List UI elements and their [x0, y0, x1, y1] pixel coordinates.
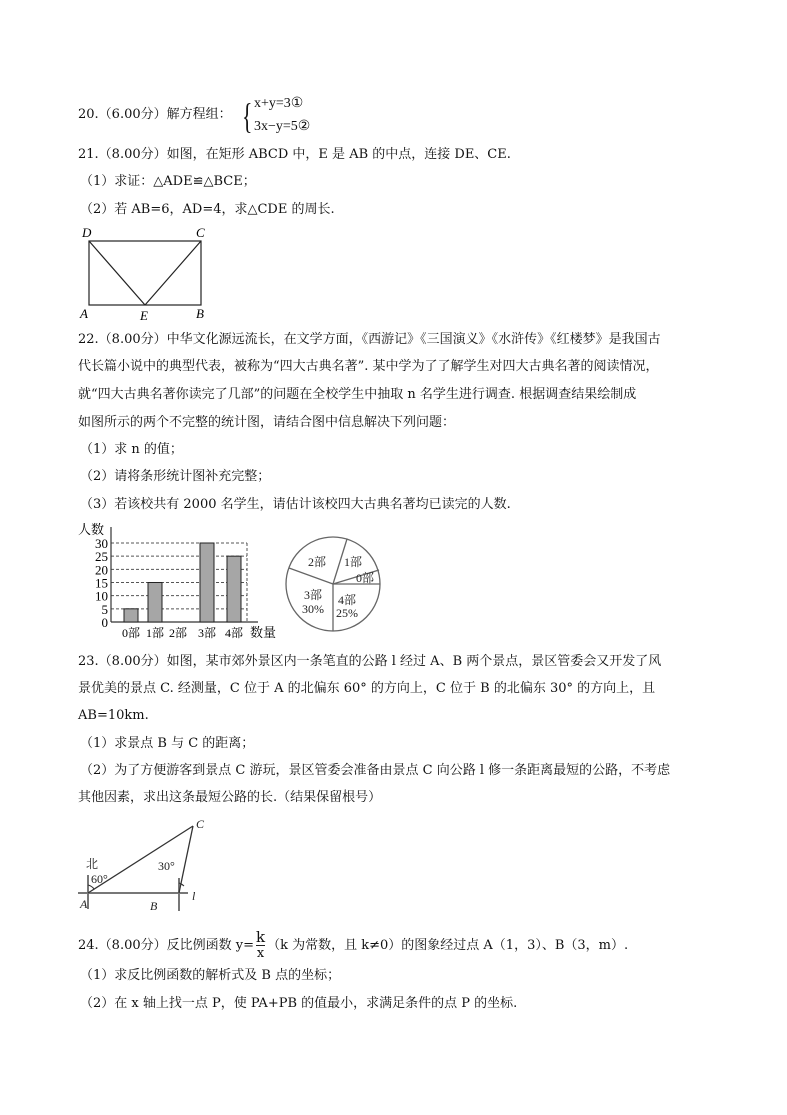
label-A2: A	[80, 897, 88, 911]
label-A: A	[80, 306, 88, 321]
fraction-numerator: k	[256, 928, 266, 946]
y-tick-label: 30	[95, 536, 108, 551]
y-tick-label: 25	[95, 549, 108, 565]
q20-text: 20.（6.00分）解方程组：	[78, 107, 232, 122]
q21-part2: （2）若 AB=6，AD=4，求△CDE 的周长.	[80, 202, 335, 217]
label-l: l	[192, 889, 196, 903]
bar	[200, 543, 214, 622]
y-axis-label: 人数	[78, 522, 105, 537]
pie-label-4: 4部	[338, 593, 357, 607]
pie-label-2: 2部	[308, 555, 327, 569]
bar	[227, 556, 241, 622]
q22-part1: （1）求 n 的值；	[80, 442, 183, 457]
label-60: 60°	[91, 872, 108, 886]
x-axis-label: 数量	[250, 625, 277, 640]
bar	[124, 609, 138, 622]
label-D: D	[82, 225, 92, 240]
label-B: B	[196, 306, 204, 321]
q22-line3: 就“四大古典名著你读完了几部”的问题在全校学生中抽取 n 名学生进行调查. 根据调查结果绘制成	[78, 387, 637, 402]
q20-eq2: 3x−y=5②	[254, 119, 311, 134]
pie-label-3: 3部	[304, 588, 323, 602]
pie-label-1: 1部	[344, 555, 363, 569]
q21-part1: （1）求证：△ADE≌△BCE；	[80, 174, 256, 189]
x-tick-label: 3部	[197, 626, 217, 640]
bar-chart	[78, 522, 276, 640]
y-tick-label: 20	[95, 562, 108, 578]
y-tick-label: 0	[101, 615, 108, 630]
q23-part2-cont: 其他因素，求出这条最短公路的长.（结果保留根号）	[78, 790, 382, 805]
q22-line4: 如图所示的两个不完整的统计图，请结合图中信息解决下列问题：	[78, 415, 456, 430]
fraction	[256, 930, 265, 961]
x-tick-label: 0部	[121, 626, 141, 640]
q22-part3: （3）若该校共有 2000 名学生，请估计该校四大古典名著均已读完的人数.	[80, 497, 511, 512]
x-tick-label: 4部	[224, 626, 244, 640]
q24-post: （k 为常数，且 k≠0）的图象经过点 A（1，3）、B（3，m）.	[267, 938, 629, 953]
label-B2: B	[150, 899, 158, 913]
equation-brace: {	[242, 96, 253, 136]
q23-part2: （2）为了方便游客到景点 C 游玩，景区管委会准备由景点 C 向公路 l 修一条距离最短的公路，不考虑	[80, 763, 671, 778]
label-30: 30°	[158, 859, 175, 873]
q22-line2: 代长篇小说中的典型代表，被称为“四大古典名著”. 某中学为了了解学生对四大古典名著的阅读情况，	[78, 359, 659, 374]
fraction-denominator: x	[256, 946, 265, 961]
q22-line1: 22.（8.00分）中华文化源远流长，在文学方面，《西游记》《三国演义》《水浒传》《红楼梦》是我国古	[78, 332, 661, 347]
pie-pct-3: 30%	[302, 602, 324, 616]
y-tick-label: 15	[95, 575, 108, 591]
q23-part1: （1）求景点 B 与 C 的距离；	[80, 736, 255, 751]
q22-part2: （2）请将条形统计图补充完整；	[80, 469, 271, 484]
label-C2: C	[196, 817, 205, 831]
x-tick-label: 2部	[168, 626, 188, 640]
y-tick-label: 10	[95, 588, 108, 604]
q24-pre: 24.（8.00分）反比例函数 y=	[78, 938, 254, 953]
rectangle-figure	[89, 241, 201, 305]
q24-text	[78, 930, 628, 961]
label-C: C	[196, 225, 205, 240]
q24-part1: （1）求反比例函数的解析式及 B 点的坐标；	[80, 968, 341, 983]
q23-line1: 23.（8.00分）如图，某市郊外景区内一条笔直的公路 l 经过 A、B 两个景点，景区管委会又开发了风	[78, 654, 662, 669]
bar	[148, 583, 162, 623]
q20-eq1: x+y=3①	[254, 96, 304, 111]
label-E: E	[140, 308, 148, 323]
y-tick-label: 5	[101, 601, 108, 617]
q21-text: 21.（8.00分）如图，在矩形 ABCD 中，E 是 AB 的中点，连接 DE、CE.	[78, 147, 511, 162]
q23-line3: AB=10km.	[78, 708, 149, 723]
pie-label-0: 0部	[356, 571, 375, 585]
x-tick-label: 1部	[145, 626, 165, 640]
q24-part2: （2）在 x 轴上找一点 P，使 PA+PB 的值最小，求满足条件的点 P 的坐标.	[80, 996, 518, 1011]
label-north: 北	[86, 857, 99, 871]
pie-pct-4: 25%	[336, 606, 358, 620]
q23-line2: 景优美的景点 C. 经测量，C 位于 A 的北偏东 60° 的方向上，C 位于 B 的北偏东 30° 的方向上，且	[78, 681, 656, 696]
